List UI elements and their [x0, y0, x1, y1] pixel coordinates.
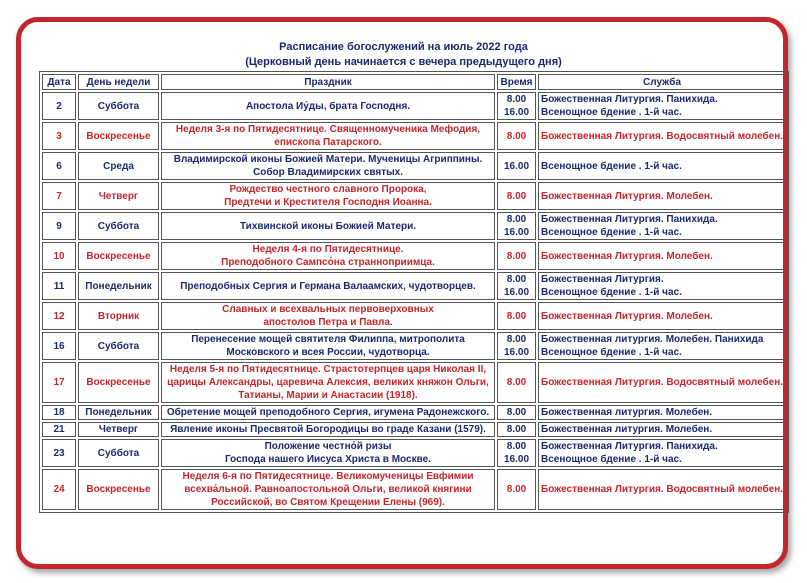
- time-cell: [497, 405, 536, 420]
- feast-cell: [161, 302, 495, 330]
- time-cell: [497, 212, 536, 240]
- time-cell-line: 8.00: [506, 94, 527, 105]
- date-cell: 11: [42, 272, 76, 300]
- date-cell: 3: [42, 122, 76, 150]
- service-cell-line: Божественная Литургия. Молебен.: [541, 250, 713, 262]
- feast-cell-line: Российской, во Святом Крещении Елены (969).: [211, 497, 445, 508]
- time-cell: [497, 302, 536, 330]
- feast-cell-line: апостолов Петра и Павла.: [263, 317, 393, 328]
- feast-cell: [161, 152, 495, 180]
- day-cell: Суббота: [78, 212, 159, 240]
- time-cell-line: 8.00: [506, 190, 527, 202]
- feast-cell: [161, 92, 495, 120]
- time-cell: [497, 92, 536, 120]
- service-cell-line: Божественная Литургия. Водосвятный молебен.: [541, 377, 784, 388]
- service-cell-line: Божественная литургия. Молебен. Панихида: [541, 334, 764, 345]
- date-cell: 18: [42, 405, 76, 420]
- feast-cell: [161, 332, 495, 360]
- schedule-table: [39, 71, 789, 513]
- time-cell-line: 16.00: [503, 107, 530, 118]
- service-cell: [538, 122, 786, 150]
- date-cell: 10: [42, 242, 76, 270]
- time-cell: [497, 242, 536, 270]
- service-cell: [538, 469, 786, 510]
- table-row: [42, 405, 786, 420]
- header-service: Служба: [538, 74, 786, 90]
- day-cell: Воскресенье: [78, 122, 159, 150]
- time-cell: [497, 272, 536, 300]
- table-row: [42, 469, 786, 510]
- time-cell-line: 8.00: [506, 310, 527, 322]
- feast-cell: [161, 405, 495, 420]
- feast-cell: [161, 272, 495, 300]
- date-cell: 12: [42, 302, 76, 330]
- feast-cell-line: Перенесение мощей святителя Филиппа, митрополита: [191, 334, 465, 345]
- service-cell: [538, 152, 786, 180]
- service-cell-line: Всенощное бдение . 1-й час.: [541, 347, 682, 358]
- feast-cell-line: Славных и всехвальных первоверховных: [222, 304, 434, 315]
- service-cell-line: Божественная Литургия. Молебен.: [541, 310, 713, 322]
- table-row: [42, 362, 786, 403]
- feast-cell-line: епископа Патарского.: [274, 137, 382, 148]
- service-cell: [538, 92, 786, 120]
- feast-cell-line: Предтечи и Крестителя Господня Иоанна.: [224, 197, 432, 208]
- date-cell: 7: [42, 182, 76, 210]
- time-cell: [497, 182, 536, 210]
- time-cell: [497, 332, 536, 360]
- service-cell-line: Божественная Литургия. Водосвятный молебен.: [541, 484, 784, 495]
- time-cell-line: 8.00: [506, 484, 527, 495]
- service-cell: [538, 212, 786, 240]
- time-cell: [497, 152, 536, 180]
- day-cell: Вторник: [78, 302, 159, 330]
- feast-cell-line: Преподобных Сергия и Германа Валаамских, чудотворцев.: [180, 280, 476, 292]
- service-cell-line: Божественная литургия. Молебен.: [541, 407, 713, 418]
- feast-cell-line: Владимирской иконы Божией Матери. Мученицы Агриппины.: [173, 154, 483, 165]
- service-cell: [538, 182, 786, 210]
- feast-cell-line: Апостола Иу́ды, брата Господня.: [245, 100, 411, 112]
- feast-cell: [161, 242, 495, 270]
- feast-cell-line: Неделя 3-я по Пятидесятнице. Священномученика Мефодия,: [175, 124, 481, 135]
- service-cell-line: Всенощное бдение . 1-й час.: [541, 160, 682, 172]
- header-time: Время: [497, 74, 536, 90]
- time-cell-line: 8.00: [506, 274, 527, 285]
- table-row: [42, 212, 786, 240]
- service-cell-line: Божественная Литургия. Панихида.: [541, 94, 718, 105]
- service-cell: [538, 302, 786, 330]
- date-cell: 23: [42, 439, 76, 467]
- service-cell: [538, 332, 786, 360]
- time-cell-line: 8.00: [506, 250, 527, 262]
- date-cell: 17: [42, 362, 76, 403]
- date-cell: 16: [42, 332, 76, 360]
- time-cell-line: 8.00: [506, 441, 527, 452]
- feast-cell: [161, 422, 495, 437]
- service-cell-line: Божественная Литургия. Панихида.: [541, 441, 718, 452]
- header-day: День недели: [78, 74, 159, 90]
- feast-cell-line: Неделя 4-я по Пятидесятнице.: [252, 244, 404, 255]
- day-cell: Четверг: [78, 422, 159, 437]
- time-cell: [497, 439, 536, 467]
- feast-cell-line: Преподобного Сампсо́на странноприимца.: [221, 257, 435, 268]
- service-cell-line: Божественная литургия. Молебен.: [541, 424, 713, 435]
- feast-cell-line: Рождество честного славного Пророка,: [229, 184, 427, 195]
- feast-cell: [161, 212, 495, 240]
- service-cell-line: Божественная Литургия. Водосвятный молебен.: [541, 130, 784, 142]
- day-cell: Суббота: [78, 439, 159, 467]
- time-cell-line: 16.00: [503, 347, 530, 358]
- feast-cell: [161, 122, 495, 150]
- day-cell: Понедельник: [78, 405, 159, 420]
- time-cell: [497, 362, 536, 403]
- time-cell: [497, 422, 536, 437]
- time-cell-line: 8.00: [506, 130, 527, 142]
- schedule-body: [42, 92, 786, 510]
- feast-cell: [161, 469, 495, 510]
- feast-cell-line: Господа нашего Иисуса Христа в Москве.: [225, 454, 431, 465]
- day-cell: Воскресенье: [78, 242, 159, 270]
- feast-cell: [161, 362, 495, 403]
- date-cell: 24: [42, 469, 76, 510]
- feast-cell: [161, 182, 495, 210]
- service-cell: [538, 362, 786, 403]
- time-cell-line: 8.00: [506, 214, 527, 225]
- header-date: Дата: [42, 74, 76, 90]
- date-cell: 2: [42, 92, 76, 120]
- feast-cell-line: Московского и всея России, чудотворца.: [226, 347, 430, 358]
- table-row: [42, 302, 786, 330]
- time-cell-line: 8.00: [506, 377, 527, 388]
- service-cell-line: Всенощное бдение . 1-й час.: [541, 107, 682, 118]
- feast-cell-line: Положение честно́й ризы: [264, 441, 392, 452]
- date-cell: 6: [42, 152, 76, 180]
- service-cell-line: Всенощное бдение . 1-й час.: [541, 454, 682, 465]
- feast-cell-line: Тихвинской иконы Божией Матери.: [239, 220, 417, 232]
- table-row: [42, 272, 786, 300]
- feast-cell: [161, 439, 495, 467]
- page-subtitle: (Церковный день начинается с вечера предыдущего дня): [245, 56, 562, 68]
- feast-cell-line: Явление иконы Пресвятой Богородицы во граде Казани (1579).: [170, 424, 486, 435]
- service-cell-line: Божественная Литургия. Молебен.: [541, 190, 713, 202]
- time-cell: [497, 469, 536, 510]
- feast-cell-line: Неделя 6-я по Пятидесятнице. Великомученицы Евфимии: [182, 471, 474, 482]
- date-cell: 21: [42, 422, 76, 437]
- time-cell-line: 16.00: [503, 160, 530, 172]
- header-row: [42, 74, 786, 90]
- time-cell-line: 16.00: [503, 287, 530, 298]
- day-cell: Воскресенье: [78, 362, 159, 403]
- day-cell: Среда: [78, 152, 159, 180]
- service-cell: [538, 422, 786, 437]
- feast-cell-line: Обретение мощей преподобного Сергия, игумена Радонежского.: [166, 407, 490, 418]
- table-row: [42, 152, 786, 180]
- feast-cell-line: Татианы, Марии и Анастасии (1918).: [238, 390, 418, 401]
- time-cell: [497, 122, 536, 150]
- feast-cell-line: царицы Александры, царевича Алексия, великих княжон Ольги,: [167, 377, 489, 388]
- service-cell-line: Всенощное бдение . 1-й час.: [541, 227, 682, 238]
- table-row: [42, 92, 786, 120]
- service-cell-line: Божественная Литургия.: [541, 274, 664, 285]
- time-cell-line: 16.00: [503, 454, 530, 465]
- day-cell: Суббота: [78, 92, 159, 120]
- day-cell: Понедельник: [78, 272, 159, 300]
- table-row: [42, 332, 786, 360]
- feast-cell-line: всехва́льной. Равноапостольной Ольги, великой княгини: [184, 484, 472, 495]
- service-cell-line: Всенощное бдение . 1-й час.: [541, 287, 682, 298]
- service-cell: [538, 272, 786, 300]
- date-cell: 9: [42, 212, 76, 240]
- service-cell-line: Божественная Литургия. Панихида.: [541, 214, 718, 225]
- day-cell: Четверг: [78, 182, 159, 210]
- time-cell-line: 8.00: [506, 424, 527, 435]
- day-cell: Суббота: [78, 332, 159, 360]
- feast-cell-line: Собор Владимирских святых.: [252, 167, 404, 178]
- table-row: [42, 422, 786, 437]
- time-cell-line: 8.00: [506, 334, 527, 345]
- service-cell: [538, 439, 786, 467]
- time-cell-line: 8.00: [506, 407, 527, 418]
- day-cell: Воскресенье: [78, 469, 159, 510]
- table-row: [42, 122, 786, 150]
- service-cell: [538, 405, 786, 420]
- time-cell-line: 16.00: [503, 227, 530, 238]
- service-cell: [538, 242, 786, 270]
- header-feast: Праздник: [161, 74, 495, 90]
- feast-cell-line: Неделя 5-я по Пятидесятнице. Страстотерпцев царя Николая II,: [169, 364, 487, 375]
- table-row: [42, 182, 786, 210]
- table-row: [42, 439, 786, 467]
- page-title: Расписание богослужений на июль 2022 года: [279, 41, 528, 53]
- table-row: [42, 242, 786, 270]
